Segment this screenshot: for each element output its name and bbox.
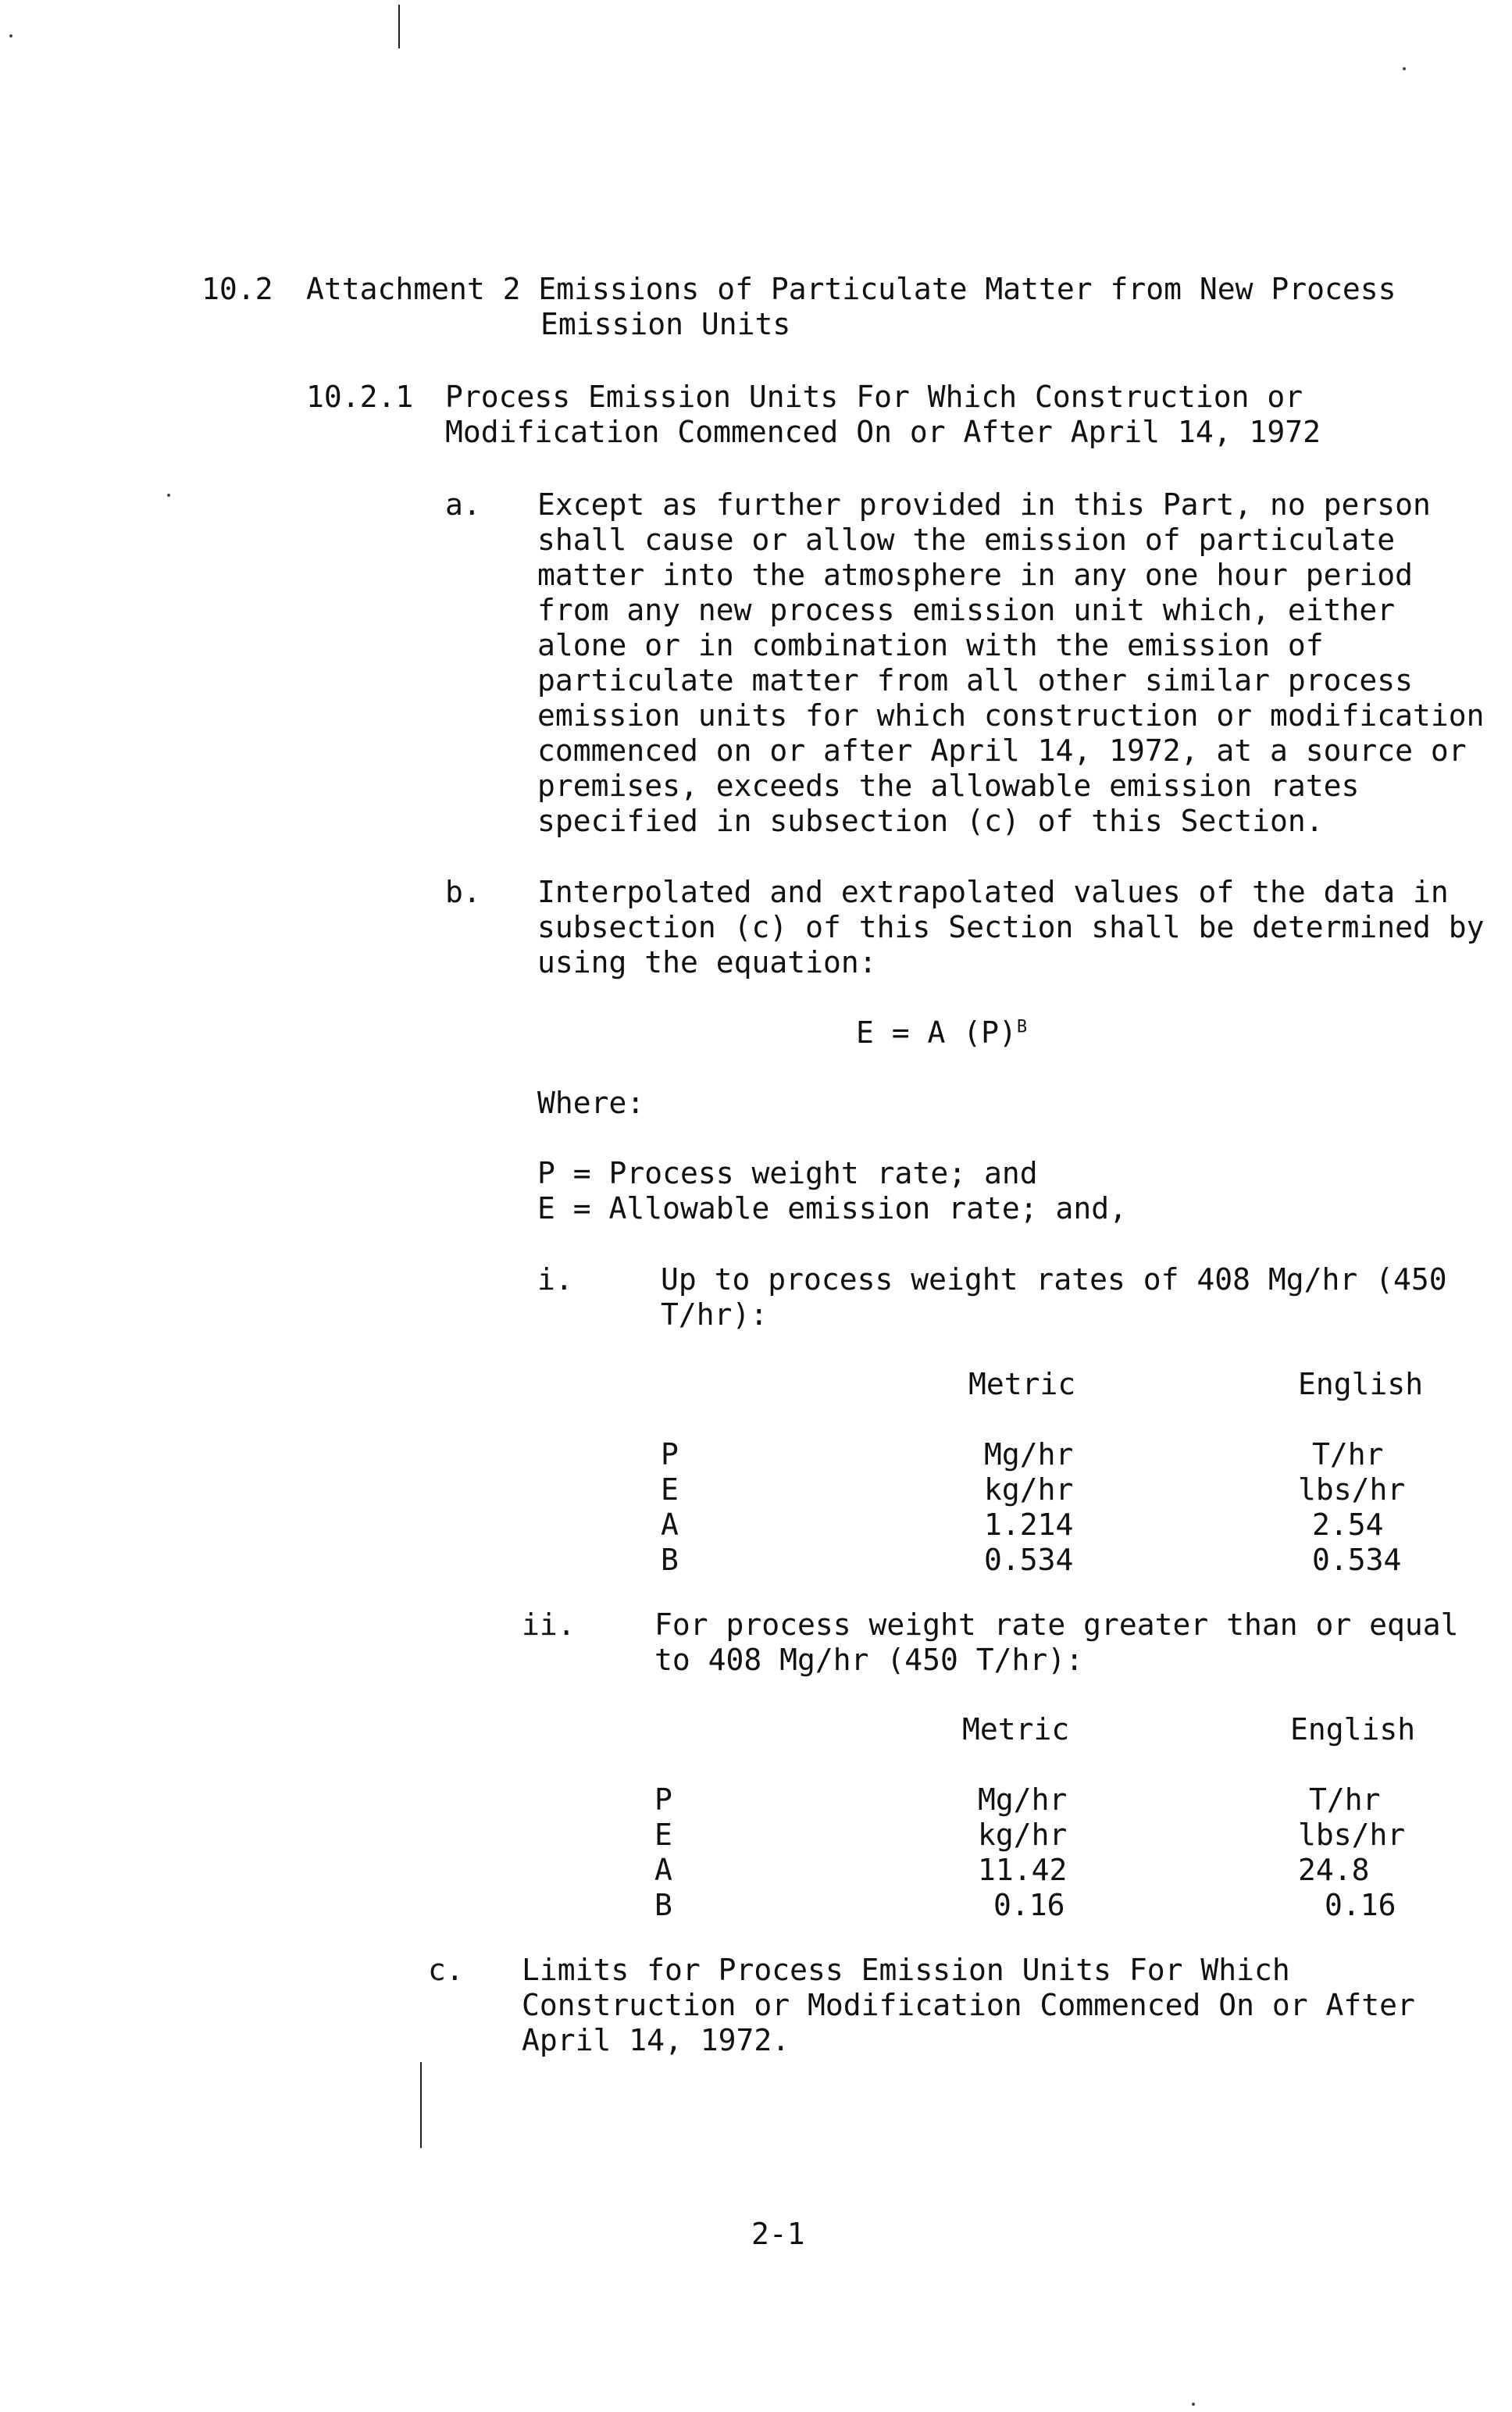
item-c-line: April 14, 1972. (522, 2023, 790, 2057)
item-c-line: Limits for Process Emission Units For Which (522, 1953, 1290, 1987)
col-english-header: English (1290, 1712, 1416, 1747)
row-metric: 0.534 (984, 1543, 1074, 1577)
section-number: 10.2 (201, 272, 273, 306)
row-label: B (654, 1888, 672, 1922)
item-a-marker: a. (445, 487, 481, 522)
row-metric: kg/hr (978, 1818, 1068, 1852)
sub-i-line-2: T/hr): (661, 1297, 768, 1332)
item-a-line: Except as further provided in this Part, no person (537, 487, 1431, 522)
top-margin-rule (398, 5, 400, 48)
equation (856, 1015, 1027, 1050)
row-label: P (654, 1782, 672, 1817)
row-metric: Mg/hr (984, 1437, 1074, 1472)
item-b-line: Interpolated and extrapolated values of the data in (537, 875, 1449, 909)
sub-ii-marker: ii. (522, 1607, 576, 1642)
row-label: A (654, 1853, 672, 1887)
col-english-header: English (1298, 1367, 1424, 1401)
scan-speck (9, 34, 12, 37)
row-metric: kg/hr (984, 1472, 1074, 1507)
row-metric: Mg/hr (978, 1782, 1068, 1817)
item-a-line: shall cause or allow the emission of particulate (537, 523, 1396, 557)
sub-ii-line-1: For process weight rate greater than or equal (654, 1607, 1459, 1642)
row-english: T/hr (1309, 1782, 1381, 1817)
subsection-title-line-1: Process Emission Units For Which Construction or (445, 380, 1303, 414)
col-metric-header: Metric (968, 1367, 1076, 1401)
item-b-marker: b. (445, 875, 481, 909)
row-english: 0.16 (1325, 1888, 1396, 1922)
item-a-line: matter into the atmosphere in any one hour period (537, 558, 1414, 592)
sub-i-marker: i. (537, 1262, 573, 1297)
item-a-line: premises, exceeds the allowable emission rates (537, 769, 1360, 803)
definition-e: E = Allowable emission rate; and, (537, 1191, 1127, 1226)
scan-speck (167, 494, 170, 497)
section-title-line-1: Attachment 2 Emissions of Particulate Matter from New Process (306, 272, 1396, 306)
page-number: 2-1 (751, 2217, 805, 2251)
row-english: 2.54 (1312, 1508, 1384, 1542)
row-metric: 1.214 (984, 1508, 1074, 1542)
sub-i-line-1: Up to process weight rates of 408 Mg/hr (450 (661, 1262, 1447, 1297)
subsection-title-line-2: Modification Commenced On or After April 14, 1972 (445, 415, 1321, 449)
item-c-line: Construction or Modification Commenced On or After (522, 1988, 1415, 2022)
change-bar (420, 2062, 422, 2148)
row-english: lbs/hr (1298, 1472, 1406, 1507)
row-label: E (654, 1818, 672, 1852)
row-metric: 0.16 (993, 1888, 1065, 1922)
sub-ii-line-2: to 408 Mg/hr (450 T/hr): (654, 1643, 1084, 1677)
col-metric-header: Metric (962, 1712, 1070, 1747)
row-english: 24.8 (1298, 1853, 1370, 1887)
row-label: B (661, 1543, 679, 1577)
row-english: 0.534 (1312, 1543, 1402, 1577)
item-b-line: subsection (c) of this Section shall be determined by (537, 910, 1485, 944)
row-english: T/hr (1312, 1437, 1384, 1472)
row-label: A (661, 1508, 679, 1542)
item-c-marker: c. (428, 1953, 464, 1987)
item-a-line: alone or in combination with the emission of (537, 628, 1324, 662)
equation-base: E = A (P) (856, 1015, 1017, 1050)
row-label: E (661, 1472, 679, 1507)
item-b-line: using the equation: (537, 945, 877, 979)
definition-p: P = Process weight rate; and (537, 1156, 1038, 1190)
item-a-line: emission units for which construction or modification (537, 698, 1485, 733)
where-label: Where: (537, 1086, 645, 1120)
equation-exponent: B (1016, 1017, 1028, 1037)
item-a-line: specified in subsection (c) of this Section. (537, 804, 1324, 838)
row-metric: 11.42 (978, 1853, 1068, 1887)
item-a-line: commenced on or after April 14, 1972, at a source or (537, 733, 1467, 768)
item-a-line: from any new process emission unit which, either (537, 593, 1396, 627)
row-label: P (661, 1437, 679, 1472)
scan-speck (1192, 2403, 1195, 2406)
section-title-line-2: Emission Units (540, 307, 791, 341)
row-english: lbs/hr (1298, 1818, 1406, 1852)
subsection-number: 10.2.1 (306, 380, 414, 414)
item-a-line: particulate matter from all other similar process (537, 663, 1414, 698)
scan-speck (1403, 67, 1406, 70)
